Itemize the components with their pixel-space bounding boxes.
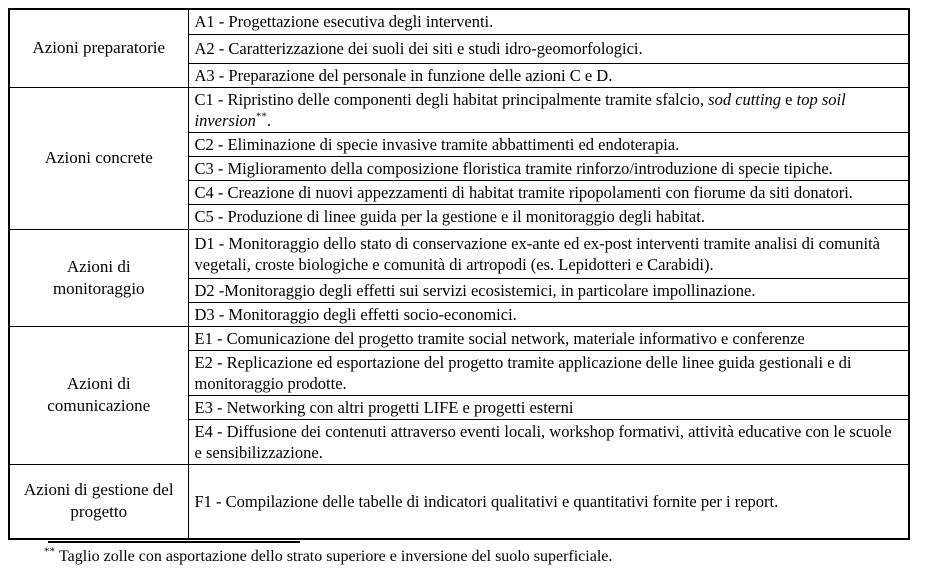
footnote xyxy=(44,547,612,567)
action-cell-c5: C5 - Produzione di linee guida per la gestione e il monitoraggio degli habitat. xyxy=(188,204,909,229)
action-cell-e1: E1 - Comunicazione del progetto tramite social network, materiale informativo e conferenze xyxy=(188,326,909,350)
category-cell-azioni-di-gestione-del-progetto: Azioni di gestione del progetto xyxy=(9,464,188,539)
italic-term-top-soil-inversion: top soil inversion xyxy=(194,89,846,130)
table-row xyxy=(9,326,909,350)
category-cell-azioni-concrete: Azioni concrete xyxy=(9,87,188,229)
action-cell-c2: C2 - Eliminazione di specie invasive tramite abbattimenti ed endoterapia. xyxy=(188,132,909,156)
action-cell-a3: A3 - Preparazione del personale in funzione delle azioni C e D. xyxy=(188,63,909,87)
action-cell-c3: C3 - Miglioramento della composizione floristica tramite rinforzo/introduzione di specie tipiche. xyxy=(188,156,909,180)
category-cell-azioni-preparatorie: Azioni preparatorie xyxy=(9,9,188,87)
table-row xyxy=(9,87,909,132)
action-cell-e2: E2 - Replicazione ed esportazione del progetto tramite applicazione delle linee guida gestionali e di monitoraggio prodotte. xyxy=(188,350,909,395)
action-cell-e3: E3 - Networking con altri progetti LIFE e progetti esterni xyxy=(188,395,909,419)
action-cell-f1: F1 - Compilazione delle tabelle di indicatori qualitativi e quantitativi fornite per i report. xyxy=(188,464,909,539)
table-row xyxy=(9,464,909,539)
double-asterisk-marker: ** xyxy=(255,110,267,122)
footnote-marker: ** xyxy=(44,545,55,558)
action-cell-e4: E4 - Diffusione dei contenuti attraverso eventi locali, workshop formativi, attività educative con le scuole e sensibilizzazione. xyxy=(188,419,909,464)
italic-term-sod-cutting: sod cutting xyxy=(708,89,782,109)
action-cell-c4: C4 - Creazione di nuovi appezzamenti di habitat tramite ripopolamenti con fiorume da siti donatori. xyxy=(188,180,909,204)
action-text: C1 - Ripristino delle componenti degli habitat principalmente tramite sfalcio, xyxy=(194,89,709,109)
footnote-text: Taglio zolle con asportazione dello strato superiore e inversione del suolo superficiale. xyxy=(59,548,613,565)
category-cell-azioni-di-monitoraggio: Azioni di monitoraggio xyxy=(9,229,188,326)
action-cell-d1: D1 - Monitoraggio dello stato di conservazione ex-ante ed ex-post interventi tramite analisi di comunità vegetali, croste biologiche e comunità di artropodi (es. Lepidotteri e Carabidi). xyxy=(188,229,909,278)
actions-table xyxy=(8,8,910,540)
category-cell-azioni-di-comunicazione: Azioni di comunicazione xyxy=(9,326,188,464)
action-cell-a1: A1 - Progettazione esecutiva degli interventi. xyxy=(188,9,909,34)
action-cell-d3: D3 - Monitoraggio degli effetti socio-economici. xyxy=(188,302,909,326)
table-row xyxy=(9,9,909,34)
action-cell-a2: A2 - Caratterizzazione dei suoli dei siti e studi idro-geomorfologici. xyxy=(188,34,909,63)
action-text: . xyxy=(266,110,272,130)
action-cell-d2: D2 -Monitoraggio degli effetti sui servizi ecosistemici, in particolare impollinazione. xyxy=(188,278,909,302)
footnote-separator xyxy=(48,541,300,543)
table-row xyxy=(9,229,909,278)
action-text: e xyxy=(781,89,797,109)
action-cell-c1 xyxy=(188,87,909,132)
